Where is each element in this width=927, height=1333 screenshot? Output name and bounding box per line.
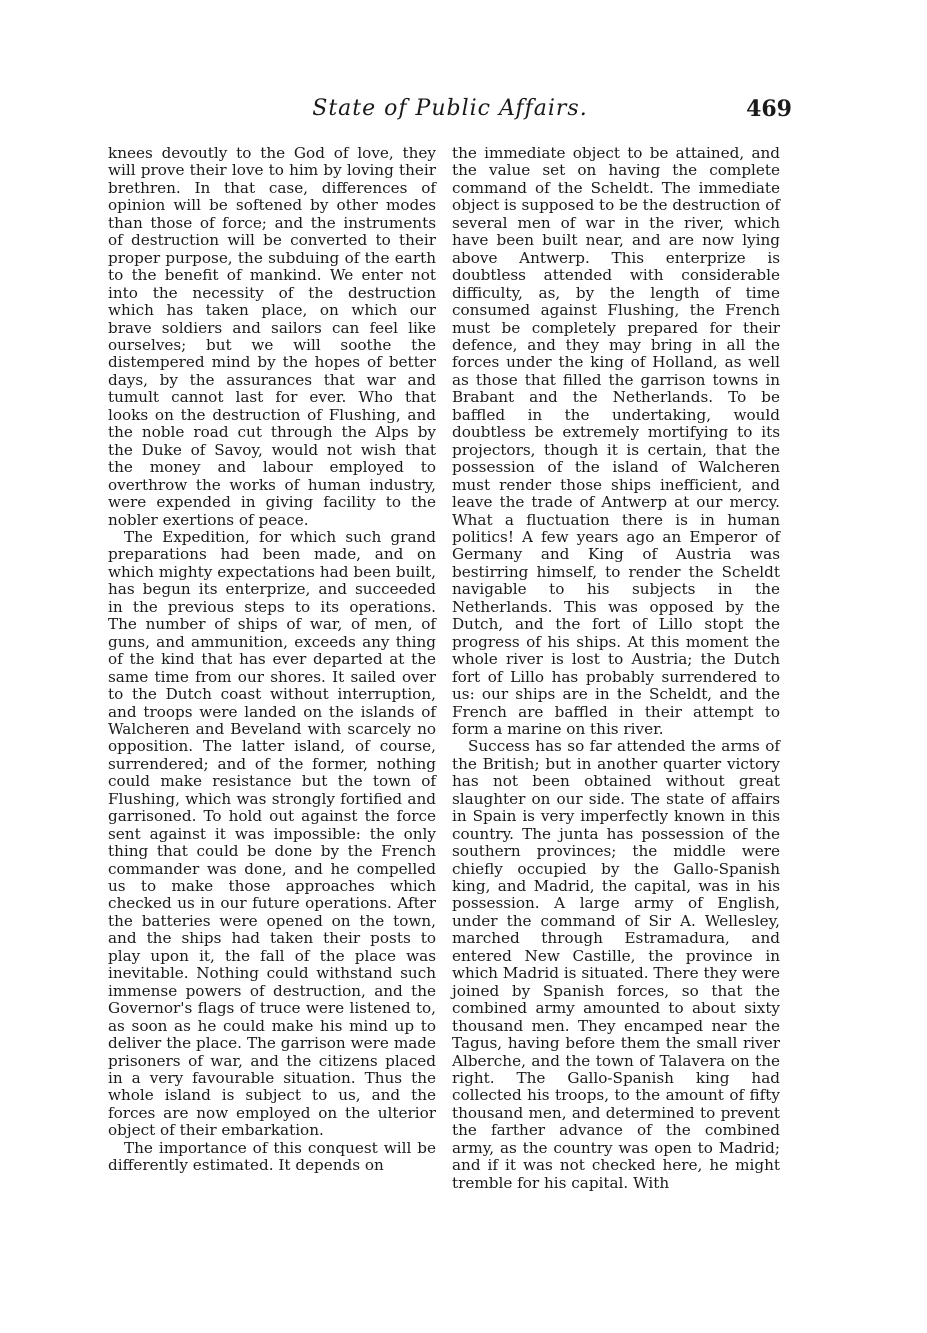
paragraph: knees devoutly to the God of love, they will prove their love to him by loving their brethren. In that case, differences of opinion will be softened by other modes than those of force; and the instruments of destruction will be converted to their proper purpose, the subduing of the earth to the benefit of mankind. We enter not into the necessity of the destruction which has taken place, on which our brave soldiers and sailors can feel like ourselves; but we will soothe the distempered mind by the hopes of better days, by the assurances that war and tumult cannot last for ever. Who that looks on the destruction of Flushing, and the noble road cut through the Alps by the Duke of Savoy, would not wish that the money and labour employed to overthrow the works of human industry, were expended in giving facility to the nobler exertions of peace. — [108, 144, 436, 529]
paragraph: the immediate object to be attained, and the value set on having the complete command of the Scheldt. The immediate object is supposed to be the destruction of several men of war in the river, which have been built near, and are now lying above Antwerp. This enterprize is doubtless attended with considerable difficulty, as, by the length of time consumed against Flushing, the French must be completely prepared for their defence, and they may bring in all the forces under the king of Holland, as well as those that filled the garrison towns in Brabant and the Netherlands. To be baffled in the undertaking, would doubtless be extremely mortifying to its projectors, though it is certain, that the possession of the island of Walcheren must render those ships inefficient, and leave the trade of Antwerp at our mercy. What a fluctuation there is in human politics! A few years ago an Emperor of Germany and King of Austria was bestirring himself, to render the Scheldt navigable to his subjects in the Netherlands. This was opposed by the Dutch, and the fort of Lillo stopt the progress of his ships. At this moment the whole river is lost to Austria; the Dutch fort of Lillo has probably surrendered to us: our ships are in the Scheldt, and the French are baffled in their attempt to form a marine on this river. — [452, 144, 780, 738]
paragraph: The importance of this conquest will be differently estimated. It depends on — [108, 1138, 436, 1175]
page-number: 469 — [746, 96, 792, 122]
right-column — [452, 145, 780, 1192]
running-title: State of Public Affairs. — [312, 96, 588, 121]
left-column — [108, 145, 436, 1175]
page-header — [108, 96, 792, 130]
paragraph: The Expedition, for which such grand preparations had been made, and on which mighty expectations had been built, has begun its enterprize, and succeeded in the previous steps to its operations. The number of ships of war, of men, of guns, and ammunition, exceeds any thing of the kind that has ever departed at the same time from our shores. It sailed over to the Dutch coast without interruption, and troops were landed on the islands of Walcheren and Beveland with scarcely no opposition. The latter island, of course, surrendered; and of the former, nothing could make resistance but the town of Flushing, which was strongly fortified and garrisoned. To hold out against the force sent against it was impossible: the only thing that could be done by the French commander was done, and he compelled us to make those approaches which checked us in our future operations. After the batteries were opened on the town, and the ships had taken their posts to play upon it, the fall of the place was inevitable. Nothing could withstand such immense powers of destruction, and the Governor's flags of truce were listened to, as soon as he could make his mind up to deliver the place. The garrison were made prisoners of war, and the citizens placed in a very favourable situation. Thus the whole island is subject to us, and the forces are now employed on the ulterior object of their embarkation. — [108, 527, 436, 1140]
paragraph: Success has so far attended the arms of the British; but in another quarter victory has not been obtained without great slaughter on our side. The state of affairs in Spain is very imperfectly known in this country. The junta has possession of the southern provinces; the middle were chiefly occupied by the Gallo-Spanish king, and Madrid, the capital, was in his possession. A large army of English, under the command of Sir A. Wellesley, marched through Estramadura, and entered New Castille, the province in which Madrid is situated. There they were joined by Spanish forces, so that the combined army amounted to about sixty thousand men. They encamped near the Tagus, having before them the small river Alberche, and the town of Talavera on the right. The Gallo-Spanish king had collected his troops, to the amount of fifty thousand men, and determined to prevent the farther advance of the combined army, as the country was open to Madrid; and if it was not checked here, he might tremble for his capital. With — [452, 737, 780, 1192]
